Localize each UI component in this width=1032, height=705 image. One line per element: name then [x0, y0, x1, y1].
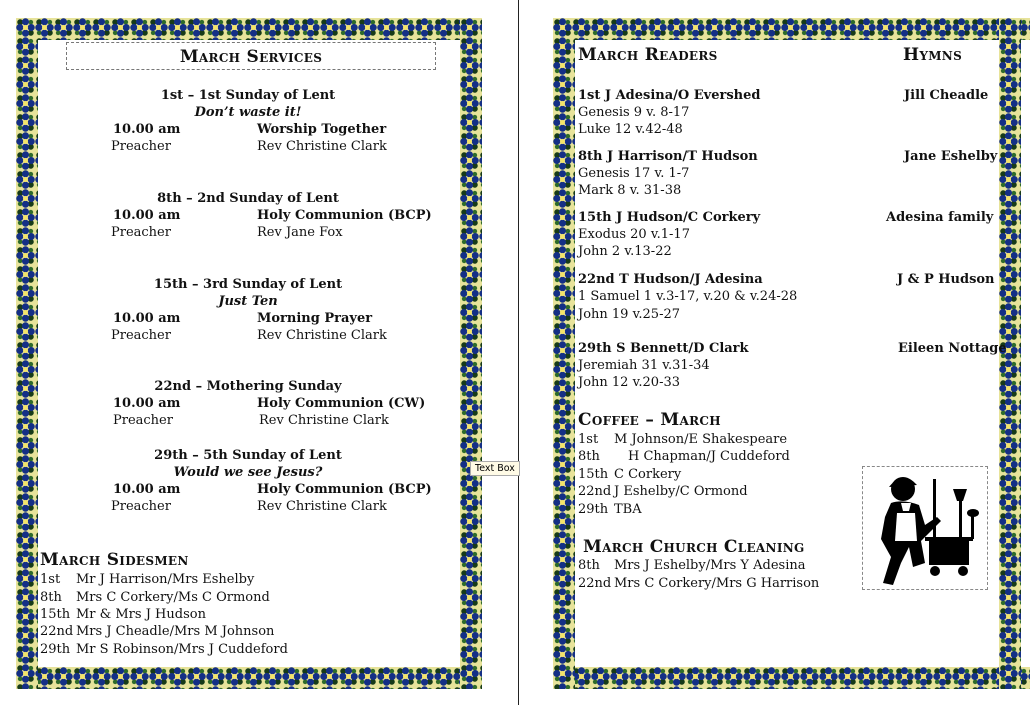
service-person: Rev Christine Clark: [257, 139, 387, 154]
coffee-names: J Eshelby/C Ormond: [614, 484, 748, 499]
coffee-names: H Chapman/J Cuddeford: [628, 449, 790, 464]
sidesmen-date: 8th: [40, 590, 62, 605]
cleaner-with-cart-icon: [863, 467, 987, 589]
coffee-title: Coffee – March: [578, 410, 721, 430]
service-role: Preacher: [111, 499, 171, 514]
service-name: Worship Together: [257, 122, 387, 137]
reader-reading: Mark 8 v. 31-38: [578, 183, 682, 198]
service-person: Rev Jane Fox: [257, 225, 343, 240]
coffee-date: 15th: [578, 467, 609, 482]
sidesmen-title: March Sidesmen: [40, 550, 189, 570]
flower-border-icon: [553, 18, 1030, 40]
service-heading: 1st – 1st Sunday of Lent: [160, 88, 336, 103]
reader-heading: 15th J Hudson/C Corkery: [578, 210, 761, 225]
service-person: Rev Christine Clark: [257, 499, 387, 514]
flower-border-icon: [553, 18, 575, 689]
service-time: 10.00 am: [113, 311, 181, 326]
reader-reading: Genesis 17 v. 1-7: [578, 166, 690, 181]
service-time: 10.00 am: [113, 396, 181, 411]
reader-reading: Jeremiah 31 v.31-34: [578, 358, 710, 373]
reader-hymns: Jane Eshelby: [904, 149, 998, 164]
cleaning-date: 22nd: [578, 576, 612, 591]
flower-border-icon: [460, 18, 482, 689]
service-role: Preacher: [111, 328, 171, 343]
service-heading: 15th – 3rd Sunday of Lent: [153, 277, 343, 292]
sidesmen-date: 29th: [40, 642, 71, 657]
service-heading: 29th – 5th Sunday of Lent: [154, 448, 342, 463]
reader-heading: 8th J Harrison/T Hudson: [578, 149, 758, 164]
cleaning-image-frame[interactable]: [862, 466, 988, 590]
service-person: Rev Christine Clark: [259, 413, 389, 428]
reader-hymns: Adesina family: [886, 210, 994, 225]
reader-hymns: Jill Cheadle: [904, 88, 989, 103]
cleaning-names: Mrs C Corkery/Mrs G Harrison: [614, 576, 820, 591]
sidesmen-names: Mrs C Corkery/Ms C Ormond: [76, 590, 270, 605]
service-role: Preacher: [111, 225, 171, 240]
hymns-title: Hymns: [903, 45, 963, 65]
page-divider: [518, 0, 519, 705]
coffee-names: C Corkery: [614, 467, 682, 482]
flower-border-icon: [16, 667, 480, 689]
cleaning-title: March Church Cleaning: [583, 537, 805, 557]
textbox-tooltip: Text Box: [470, 461, 520, 476]
services-title[interactable]: March Services: [66, 42, 436, 70]
service-name: Morning Prayer: [257, 311, 373, 326]
reader-reading: John 19 v.25-27: [578, 307, 681, 322]
reader-hymns: J & P Hudson: [897, 272, 995, 287]
flower-border-icon: [553, 667, 1030, 689]
reader-reading: John 2 v.13-22: [578, 244, 672, 259]
reader-heading: 1st J Adesina/O Evershed: [578, 88, 761, 103]
reader-reading: Genesis 9 v. 8-17: [578, 105, 690, 120]
service-theme: Would we see Jesus?: [173, 465, 323, 480]
sidesmen-names: Mrs J Cheadle/Mrs M Johnson: [76, 624, 275, 639]
coffee-date: 22nd: [578, 484, 612, 499]
service-heading: 8th – 2nd Sunday of Lent: [157, 191, 339, 206]
coffee-date: 29th: [578, 502, 609, 517]
reader-reading: Exodus 20 v.1-17: [578, 227, 690, 242]
flower-border-icon: [16, 18, 38, 689]
coffee-names: M Johnson/E Shakespeare: [614, 432, 788, 447]
service-time: 10.00 am: [113, 122, 181, 137]
service-theme: Just Ten: [218, 294, 278, 309]
sidesmen-date: 1st: [40, 572, 61, 587]
cleaning-names: Mrs J Eshelby/Mrs Y Adesina: [614, 558, 806, 573]
readers-title: March Readers: [578, 45, 718, 65]
coffee-names: TBA: [614, 502, 642, 517]
service-time: 10.00 am: [113, 482, 181, 497]
coffee-date: 1st: [578, 432, 599, 447]
sidesmen-names: Mr & Mrs J Hudson: [76, 607, 206, 622]
reader-reading: Luke 12 v.42-48: [578, 122, 683, 137]
service-name: Holy Communion (BCP): [257, 482, 432, 497]
service-role: Preacher: [113, 413, 173, 428]
service-name: Holy Communion (BCP): [257, 208, 432, 223]
flower-border-icon: [16, 18, 480, 40]
reader-hymns: Eileen Nottage: [898, 341, 1007, 356]
coffee-date: 8th: [578, 449, 600, 464]
reader-reading: 1 Samuel 1 v.3-17, v.20 & v.24-28: [578, 289, 798, 304]
service-name: Holy Communion (CW): [257, 396, 426, 411]
service-role: Preacher: [111, 139, 171, 154]
cleaning-date: 8th: [578, 558, 600, 573]
sidesmen-date: 22nd: [40, 624, 74, 639]
reader-reading: John 12 v.20-33: [578, 375, 681, 390]
service-theme: Don’t waste it!: [194, 105, 302, 120]
sidesmen-date: 15th: [40, 607, 71, 622]
service-time: 10.00 am: [113, 208, 181, 223]
service-person: Rev Christine Clark: [257, 328, 387, 343]
reader-heading: 29th S Bennett/D Clark: [578, 341, 749, 356]
reader-heading: 22nd T Hudson/J Adesina: [578, 272, 763, 287]
sidesmen-names: Mr J Harrison/Mrs Eshelby: [76, 572, 255, 587]
sidesmen-names: Mr S Robinson/Mrs J Cuddeford: [76, 642, 288, 657]
service-heading: 22nd – Mothering Sunday: [154, 379, 342, 394]
